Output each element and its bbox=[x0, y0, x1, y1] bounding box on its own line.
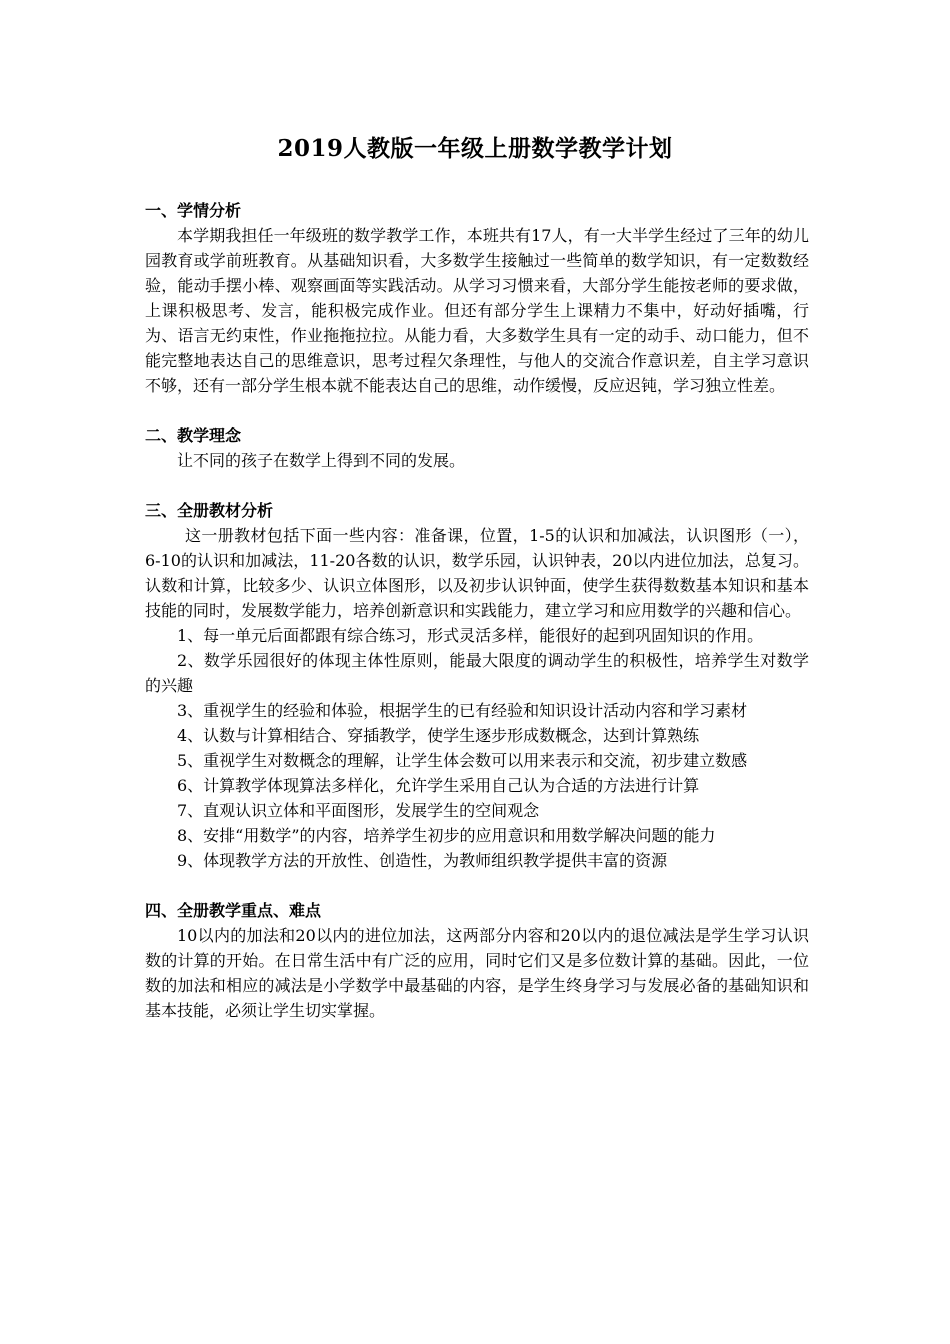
section-key-points bbox=[145, 898, 809, 1023]
document-title: 2019人教版一年级上册数学教学计划 bbox=[277, 135, 673, 162]
list-item: 8、安排“用数学”的内容，培养学生初步的应用意识和用数学解决问题的能力 bbox=[177, 826, 716, 845]
list-item: 7、直观认识立体和平面图形，发展学生的空间观念 bbox=[177, 801, 540, 820]
list-item: 9、体现教学方法的开放性、创造性，为教师组织教学提供丰富的资源 bbox=[177, 851, 668, 870]
section-heading: 四、全册教学重点、难点 bbox=[145, 901, 322, 920]
section-textbook-analysis bbox=[145, 498, 809, 873]
section-heading: 二、教学理念 bbox=[145, 426, 242, 445]
section-intro-paragraph: 这一册教材包括下面一些内容：准备课，位置，1-5的认识和加减法，认识图形（一），6-10的认识和加减法，11-20各数的认识，数学乐园，认识钟表，20以内进位加法，总复习。认数和计算，比较多少、认识立体图形，以及初步认识钟面，使学生获得数数基本知识和基本技能的同时，发展数学能力，培养创新意识和实践能力，建立学习和应用数学的兴趣和信心。 bbox=[145, 526, 809, 620]
list-item: 5、重视学生对数概念的理解，让学生体会数可以用来表示和交流，初步建立数感 bbox=[177, 751, 748, 770]
section-heading: 三、全册教材分析 bbox=[145, 501, 274, 520]
list-item: 3、重视学生的经验和体验，根据学生的已有经验和知识设计活动内容和学习素材 bbox=[177, 701, 748, 720]
section-heading: 一、学情分析 bbox=[145, 201, 242, 220]
section-paragraph: 10以内的加法和20以内的进位加法，这两部分内容和20以内的退位减法是学生学习认识数的计算的开始。在日常生活中有广泛的应用，同时它们又是多位数计算的基础。因此，一位数的加法和相应的减法是小学数学中最基础的内容，是学生终身学习与发展必备的基础知识和基本技能，必须让学生切实掌握。 bbox=[145, 926, 809, 1020]
list-item: 2、数学乐园很好的体现主体性原则，能最大限度的调动学生的积极性，培养学生对数学的兴趣 bbox=[145, 651, 809, 695]
section-paragraph: 让不同的孩子在数学上得到不同的发展。 bbox=[177, 451, 466, 470]
section-student-analysis bbox=[145, 198, 809, 398]
list-item: 6、计算教学体现算法多样化，允许学生采用自己认为合适的方法进行计算 bbox=[177, 776, 700, 795]
list-item: 4、认数与计算相结合、穿插教学，使学生逐步形成数概念，达到计算熟练 bbox=[177, 726, 700, 745]
document-body bbox=[145, 198, 809, 1048]
section-teaching-philosophy bbox=[145, 423, 809, 473]
section-paragraph: 本学期我担任一年级班的数学教学工作，本班共有17人，有一大半学生经过了三年的幼儿园教育或学前班教育。从基础知识看，大多数学生接触过一些简单的数学知识，有一定数数经验，能动手摆小棒、观察画面等实践活动。从学习习惯来看，大部分学生能按老师的要求做，上课积极思考、发言，能积极完成作业。但还有部分学生上课精力不集中，好动好插嘴，行为、语言无约束性，作业拖拖拉拉。从能力看，大多数学生具有一定的动手、动口能力，但不能完整地表达自己的思维意识，思考过程欠条理性，与他人的交流合作意识差，自主学习意识不够，还有一部分学生根本就不能表达自己的思维，动作缓慢，反应迟钝，学习独立性差。 bbox=[145, 226, 809, 395]
list-item: 1、每一单元后面都跟有综合练习，形式灵活多样，能很好的起到巩固知识的作用。 bbox=[177, 626, 764, 645]
